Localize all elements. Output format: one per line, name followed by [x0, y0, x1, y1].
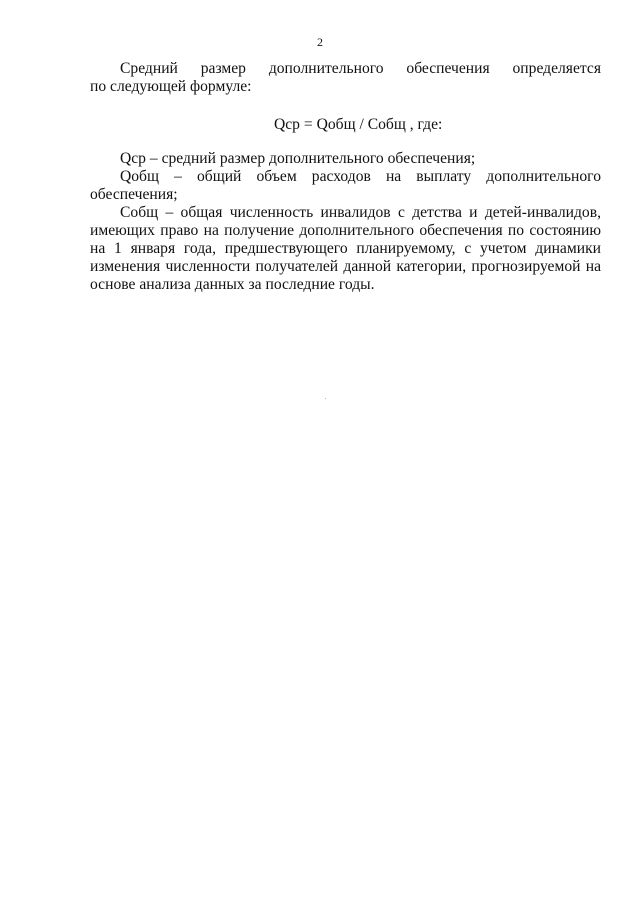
intro-line-2: по следующей формуле:	[90, 78, 252, 95]
intro-paragraph	[90, 60, 601, 96]
intro-line-1: Средний размер дополнительного обеспечения определяется	[120, 60, 601, 77]
page-number: 2	[317, 35, 323, 49]
definition-cobsch: Cобщ – общая численность инвалидов с детства и детей-инвалидов, имеющих право на получение дополнительного обеспечения по состоянию на 1 января года, предшествующего планируемому, с учетом динамики изменения численности получателей данной категории, прогнозируемой на основе анализа данных за последние годы.	[90, 204, 601, 293]
formula: Qср = Qобщ / Cобщ , где:	[274, 116, 443, 133]
definition-qobsch: Qобщ – общий объем расходов на выплату дополнительного обеспечения;	[90, 168, 601, 203]
definition-qcp: Qср – средний размер дополнительного обеспечения;	[120, 150, 476, 167]
definitions-list	[90, 150, 601, 294]
scan-speck	[325, 398, 326, 399]
